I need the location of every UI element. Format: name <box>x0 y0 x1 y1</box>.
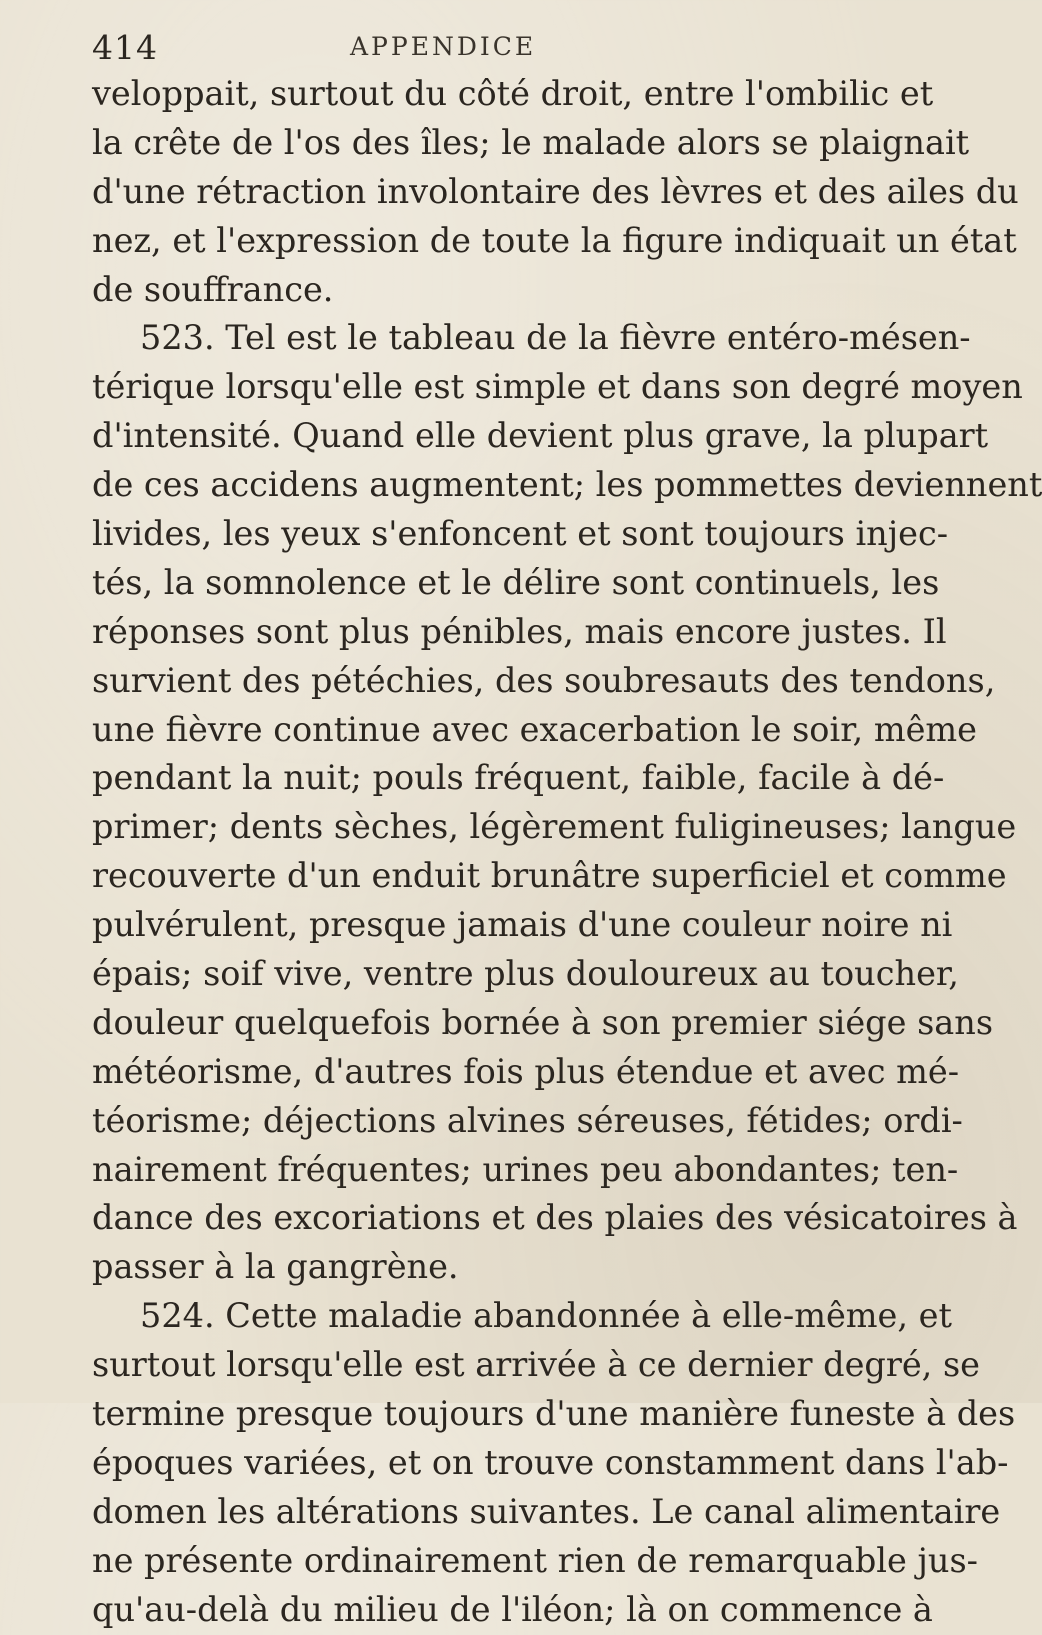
text-line: d'une rétraction involontaire des lèvres et des ailes du <box>92 171 1019 211</box>
text-line: pulvérulent, presque jamais d'une couleur noire ni <box>92 905 953 945</box>
text-line: surtout lorsqu'elle est arrivée à ce dernier degré, se <box>92 1345 980 1385</box>
body-text <box>92 70 1042 1635</box>
text-line: domen les altérations suivantes. Le canal alimentaire <box>92 1491 1001 1531</box>
text-line: douleur quelquefois bornée à son premier siége sans <box>92 1002 994 1042</box>
page-number: 414 <box>92 28 158 67</box>
text-line: de souffrance. <box>92 269 334 309</box>
text-line: une fièvre continue avec exacerbation le soir, même <box>92 709 978 749</box>
text-line: la crête de l'os des îles; le malade alors se plaignait <box>92 122 970 162</box>
text-line: ne présente ordinairement rien de remarquable jus- <box>92 1540 978 1580</box>
running-title: APPENDICE <box>350 32 537 61</box>
text-line: pendant la nuit; pouls fréquent, faible, facile à dé- <box>92 758 945 798</box>
text-line: qu'au-delà du milieu de l'iléon; là on commence à <box>92 1589 933 1629</box>
text-line: recouverte d'un enduit brunâtre superficiel et comme <box>92 856 1007 896</box>
text-line: d'intensité. Quand elle devient plus grave, la plupart <box>92 416 989 456</box>
text-line: 523. Tel est le tableau de la fièvre entéro-mésen- <box>140 318 971 358</box>
text-line: tés, la somnolence et le délire sont continuels, les <box>92 562 940 602</box>
text-line: nairement fréquentes; urines peu abondantes; ten- <box>92 1149 959 1189</box>
text-line: météorisme, d'autres fois plus étendue et avec mé- <box>92 1051 960 1091</box>
text-line: dance des excoriations et des plaies des vésicatoires à <box>92 1198 1018 1238</box>
text-line: passer à la gangrène. <box>92 1247 459 1287</box>
text-line: livides, les yeux s'enfoncent et sont toujours injec- <box>92 514 949 554</box>
text-line: survient des pétéchies, des soubresauts des tendons, <box>92 660 996 700</box>
text-line: 524. Cette maladie abandonnée à elle-même, et <box>140 1296 952 1336</box>
text-line: de ces accidens augmentent; les pommettes deviennent <box>92 465 1042 505</box>
text-line: épais; soif vive, ventre plus douloureux au toucher, <box>92 954 959 994</box>
text-line: nez, et l'expression de toute la figure indiquait un état <box>92 220 1017 260</box>
text-line: époques variées, et on trouve constamment dans l'ab- <box>92 1442 1009 1482</box>
text-line: termine presque toujours d'une manière funeste à des <box>92 1394 1016 1434</box>
text-line: veloppait, surtout du côté droit, entre l'ombilic et <box>92 74 934 113</box>
text-line: téorisme; déjections alvines séreuses, fétides; ordi- <box>92 1100 963 1140</box>
text-line: primer; dents sèches, légèrement fuligineuses; langue <box>92 807 1017 847</box>
text-line: térique lorsqu'elle est simple et dans son degré moyen <box>92 367 1023 407</box>
page-header <box>92 18 692 68</box>
text-line: réponses sont plus pénibles, mais encore justes. Il <box>92 611 947 651</box>
